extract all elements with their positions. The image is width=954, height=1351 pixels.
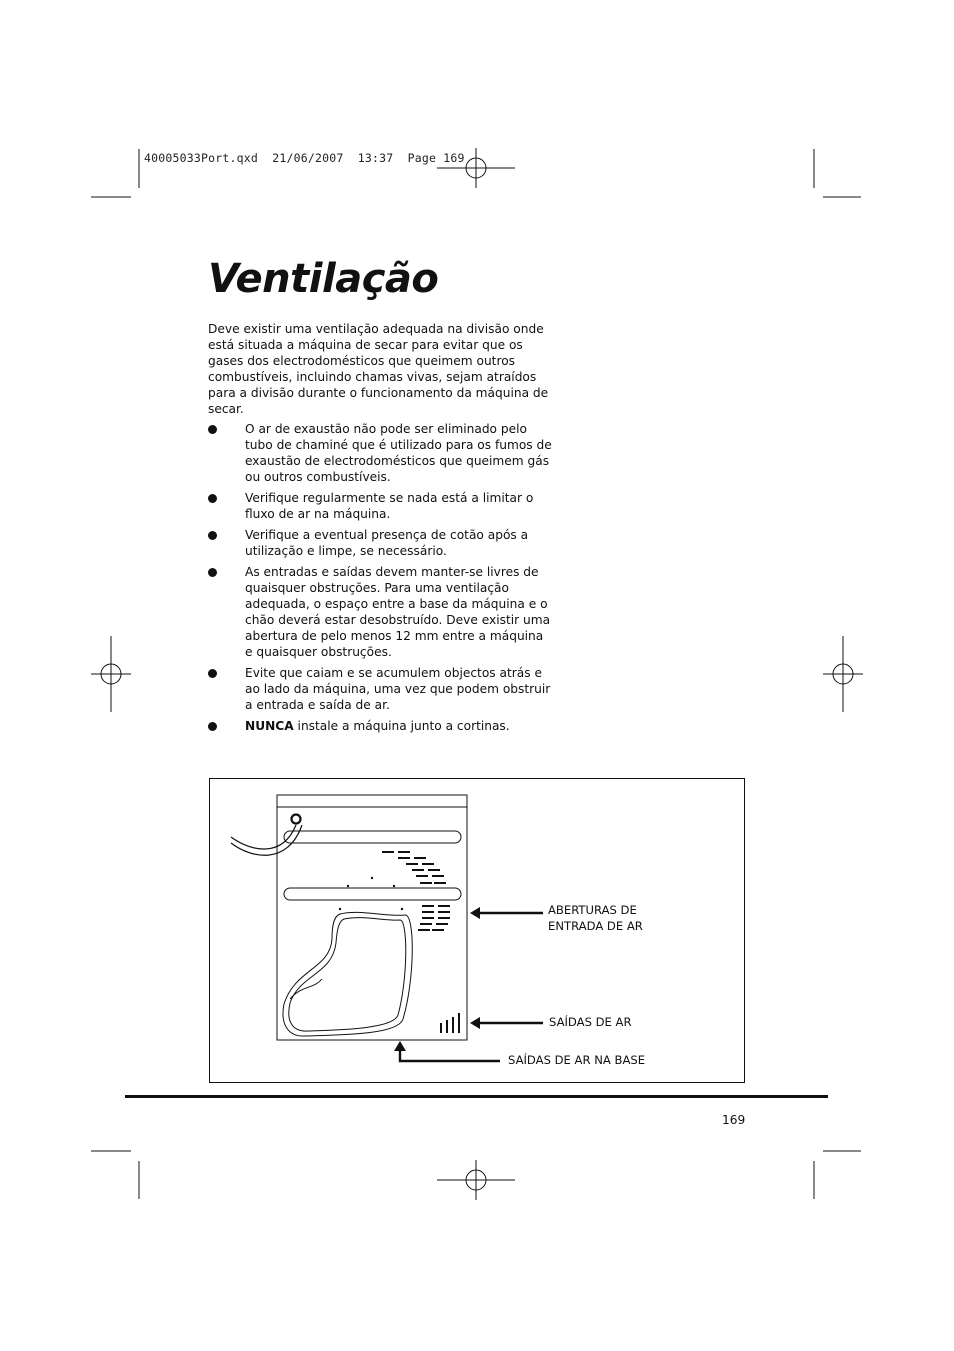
control-panel-bar — [284, 831, 461, 843]
base-outlet-callout-label: SAÍDAS DE AR NA BASE — [508, 1053, 646, 1067]
bullet-icon — [208, 722, 217, 731]
page-title: Ventilação — [208, 256, 439, 302]
dryer-ventilation-diagram — [209, 778, 745, 1083]
outlet-callout-label: SAÍDAS DE AR — [549, 1015, 632, 1029]
dryer-door — [283, 912, 412, 1036]
list-item: Verifique a eventual presença de cotão após a utilização e limpe, se necessário. — [208, 527, 553, 559]
list-item: NUNCA instale a máquina junto a cortinas. — [208, 718, 553, 734]
list-item: Verifique regularmente se nada está a limitar o fluxo de ar na máquina. — [208, 490, 553, 522]
outlet-vent-bars — [440, 1013, 460, 1033]
dryer-illustration — [210, 779, 744, 1082]
print-slug-line: 40005033Port.qxd 21/06/2007 13:37 Page 169 — [144, 151, 465, 165]
bullet-icon — [208, 494, 217, 503]
base-arrow — [400, 1045, 500, 1061]
lower-panel-bar — [284, 888, 461, 900]
bullet-icon — [208, 531, 217, 540]
ventilation-bullet-list — [208, 421, 553, 739]
warning-emphasis: NUNCA — [245, 719, 294, 733]
exhaust-hose — [231, 825, 296, 849]
hose-connector — [292, 815, 301, 824]
bullet-icon — [208, 669, 217, 678]
bullet-icon — [208, 568, 217, 577]
list-item: As entradas e saídas devem manter-se livres de quaisquer obstruções. Para uma ventilação adequada, o espaço entre a base da máquina e o chão deverá estar desobstruído. Deve existir uma abertura de pelo menos 12 mm entre a máquina e quaisquer obstruções. — [208, 564, 553, 660]
bullet-icon — [208, 425, 217, 434]
list-item: O ar de exaustão não pode ser eliminado pelo tubo de chaminé que é utilizado para os fumos de exaustão de electrodomésticos que queimem gás ou outros combustíveis. — [208, 421, 553, 485]
page-number: 169 — [722, 1113, 746, 1127]
list-item: Evite que caiam e se acumulem objectos atrás e ao lado da máquina, uma vez que podem obstruir a entrada e saída de ar. — [208, 665, 553, 713]
footer-rule — [125, 1095, 828, 1098]
intro-paragraph: Deve existir uma ventilação adequada na divisão onde está situada a máquina de secar para evitar que os gases dos electrodomésticos que queimem outros combustíveis, incluindo chamas vivas, sejam atraídos para a divisão durante o funcionamento da máquina de secar. — [208, 322, 549, 416]
inlet-vent-slots — [339, 851, 450, 931]
inlet-callout-label: ABERTURAS DE ENTRADA DE AR — [548, 903, 643, 933]
